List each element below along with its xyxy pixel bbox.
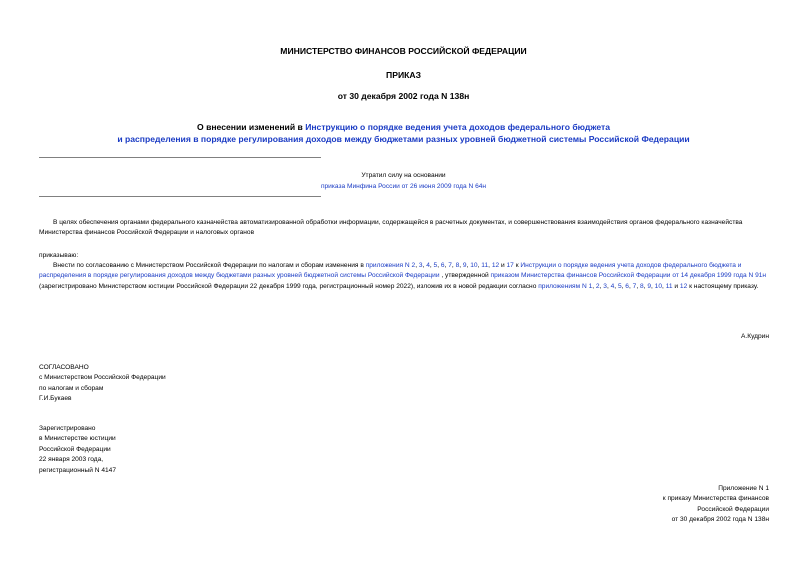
link-annex-9[interactable]: 9 bbox=[462, 262, 467, 269]
link-annex-8[interactable]: 8 bbox=[455, 262, 460, 269]
and-word: и bbox=[499, 262, 507, 269]
link-annex-12[interactable]: 12 bbox=[491, 262, 500, 269]
annex-line-3: Российской Федерации bbox=[697, 505, 769, 513]
link-annex-4[interactable]: 4 bbox=[426, 262, 430, 269]
title-prefix: О внесении изменений в bbox=[197, 122, 306, 132]
link-annex-2[interactable]: приложения N 2 bbox=[365, 262, 416, 269]
link-annex-17[interactable]: 17 bbox=[506, 262, 514, 269]
lost-force-note bbox=[280, 170, 527, 192]
link-new-annex-4[interactable]: 4 bbox=[610, 282, 615, 290]
agreed-line-4: Г.И.Букаев bbox=[39, 395, 72, 403]
link-order-91n[interactable]: приказом Министерства финансов Российской Федерации от 14 декабря 1999 года N 91н bbox=[490, 272, 767, 280]
p3-text-1: Внести по согласованию с Министерством Российской Федерации по налогам и сборам изменения в bbox=[53, 262, 366, 269]
registered-line-1: Зарегистрировано bbox=[39, 425, 96, 432]
link-new-annex-11[interactable]: 11 bbox=[665, 282, 673, 290]
link-annex-5[interactable]: 5 bbox=[433, 262, 438, 269]
order-word: приказываю: bbox=[39, 252, 79, 259]
p3-text-3: к bbox=[513, 262, 521, 269]
annex-line-2: к приказу Министерства финансов bbox=[662, 495, 769, 503]
order-paragraph: Внести по согласованию с Министерством Российской Федерации по налогам и сборам изменения в приложения N 2, 3, 4, 5, 6, 7, 8, 9, 10, 11, 12 и 17 к Инструкции о порядке ведения учета доходов федерального бюджета и распределения в порядке регулирования доходов между бюджетами разных уровней бюджетной системы Российской Федерации , утвержденной приказом Министерства финансов Российской Федерации от 14 декабря 1999 года N 91н (зарегистрировано Министерством юстиции Российской Федерации 22 декабря 1999 года, регистрационный номер 2022), изложив их в новой редакции согласно приложениям N 1, 2, 3, 4, 5, 6, 7, 8, 9, 10, 11 и 12 к настоящему приказу. bbox=[39, 262, 767, 290]
link-new-annex-7[interactable]: 7 bbox=[632, 282, 637, 290]
agreed-line-1: СОГЛАСОВАНО bbox=[39, 364, 89, 371]
link-new-annex-1[interactable]: приложениям N 1 bbox=[538, 282, 593, 290]
annex-line-1: Приложение N 1 bbox=[718, 485, 769, 492]
link-annex-3[interactable]: 3 bbox=[418, 262, 423, 269]
title-link-instruction-cont[interactable]: и распределения в порядке регулирования доходов между бюджетами разных уровней бюджетной системы Российской Федерации bbox=[117, 134, 690, 144]
p3-text-4: , утвержденной bbox=[439, 272, 491, 280]
link-instruction[interactable]: Инструкции о порядке ведения учета доходов федерального бюджета и распределения в порядке регулирования доходов между бюджетами разных уровней бюджетной системы Российской Федерации bbox=[39, 262, 742, 280]
link-annex-10[interactable]: 10 bbox=[470, 262, 478, 269]
agreed-block bbox=[39, 363, 166, 405]
agreed-line-2: с Министерством Российской Федерации bbox=[39, 374, 166, 382]
annex-line-4: от 30 декабря 2002 года N 138н bbox=[671, 516, 769, 524]
link-annex-7[interactable]: 7 bbox=[448, 262, 452, 269]
lost-force-text: Утратил силу на основании bbox=[361, 172, 446, 179]
signature: А.Кудрин bbox=[741, 333, 769, 340]
divider-top bbox=[39, 157, 321, 158]
divider-bottom bbox=[39, 196, 321, 197]
link-annex-11[interactable]: 11 bbox=[481, 262, 489, 269]
ministry-heading: МИНИСТЕРСТВО ФИНАНСОВ РОССИЙСКОЙ ФЕДЕРАЦИИ bbox=[280, 46, 527, 56]
p3-text-6: к настоящему приказу. bbox=[687, 282, 759, 290]
lost-force-link[interactable]: приказа Минфина России от 26 июня 2009 года N 64н bbox=[320, 183, 487, 190]
document-title bbox=[60, 121, 747, 145]
registered-line-3: Российской Федерации bbox=[39, 445, 111, 453]
doc-type-heading: ПРИКАЗ bbox=[386, 70, 421, 80]
title-link-instruction[interactable]: Инструкцию о порядке ведения учета доходов федерального бюджета bbox=[305, 122, 610, 132]
link-new-annex-2[interactable]: 2 bbox=[595, 282, 600, 290]
registered-block bbox=[39, 424, 116, 476]
link-new-annex-5[interactable]: 5 bbox=[617, 282, 622, 290]
p3-text-5: (зарегистрировано Министерством юстиции Российской Федерации 22 декабря 1999 года, регистрационный номер 2022), изложив их в новой редакции согласно bbox=[39, 282, 539, 290]
link-new-annex-9[interactable]: 9 bbox=[647, 282, 651, 290]
sep: , bbox=[415, 262, 419, 269]
registered-line-4: 22 января 2003 года, bbox=[39, 456, 104, 464]
date-number-heading: от 30 декабря 2002 года N 138н bbox=[337, 91, 470, 101]
registered-line-2: в Министерстве юстиции bbox=[39, 435, 116, 443]
agreed-line-3: по налогам и сборам bbox=[39, 384, 104, 392]
preamble-paragraph: В целях обеспечения органами федерального казначейства автоматизированной обработки информации, содержащейся в расчетных документах, и совершенствования взаимодействия органов федерального казначейства Министерства финансов Российской Федерации и налоговых органов bbox=[39, 219, 743, 237]
registered-line-5: регистрационный N 4147 bbox=[39, 466, 117, 474]
link-new-annex-8[interactable]: 8 bbox=[639, 282, 644, 290]
link-new-annex-12[interactable]: 12 bbox=[679, 282, 688, 290]
annex-block bbox=[663, 484, 769, 526]
link-new-annex-10[interactable]: 10 bbox=[654, 282, 663, 290]
link-new-annex-6[interactable]: 6 bbox=[625, 282, 629, 290]
link-new-annex-3[interactable]: 3 bbox=[603, 282, 607, 290]
link-annex-6[interactable]: 6 bbox=[440, 262, 445, 269]
